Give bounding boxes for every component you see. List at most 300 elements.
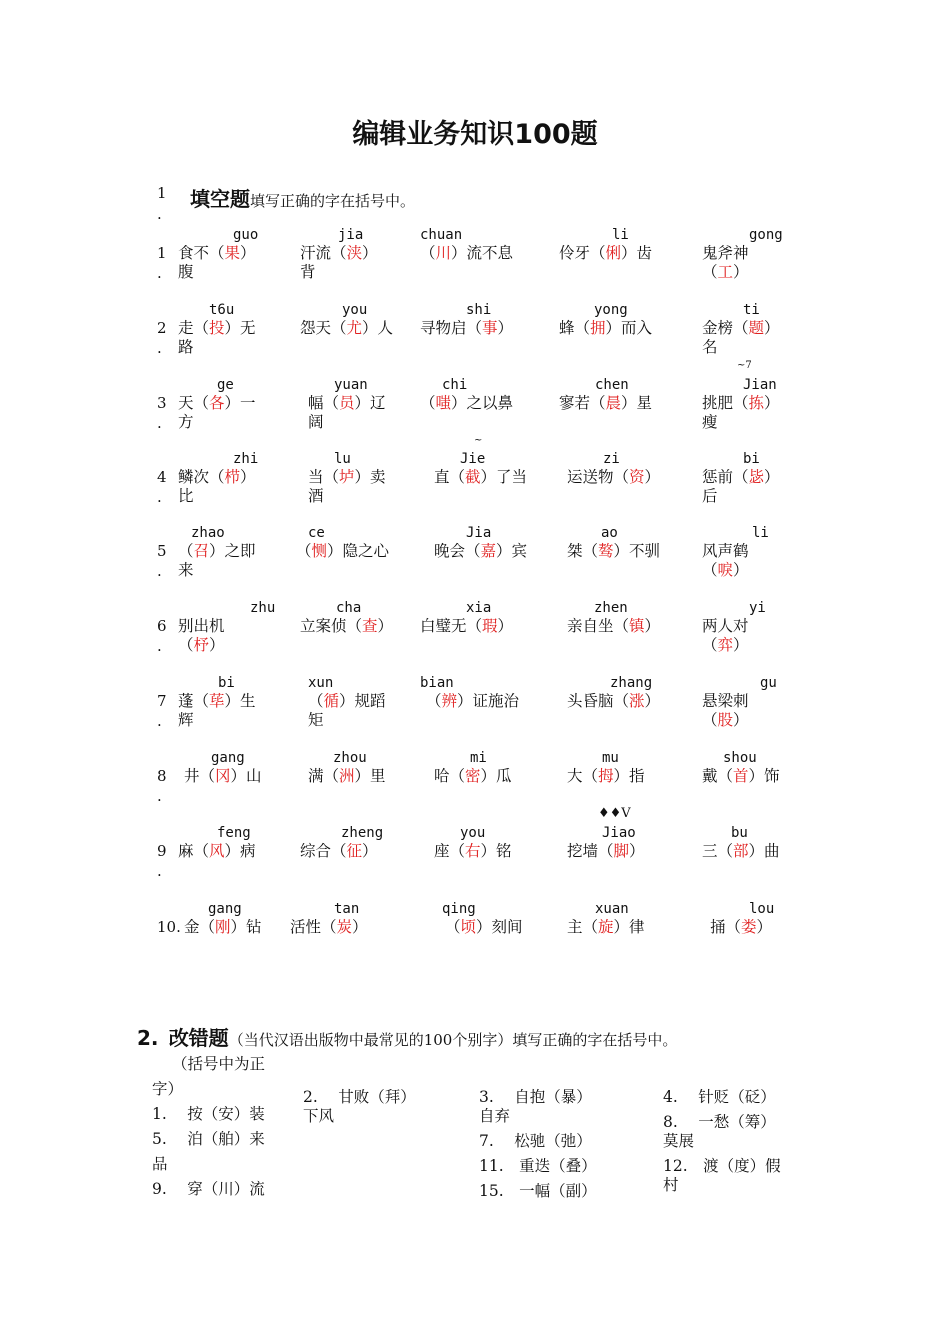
item-text: ）齿 bbox=[621, 244, 653, 262]
pinyin-label: mu bbox=[602, 750, 619, 766]
item-text: ）宾 bbox=[496, 542, 528, 560]
pinyin-label: gong bbox=[749, 227, 783, 243]
correction-item: 1. 按（安）装 bbox=[152, 1105, 265, 1123]
blank-item bbox=[296, 541, 389, 561]
item-text: （ bbox=[420, 244, 436, 262]
answer-character: 镇 bbox=[629, 617, 645, 635]
answer-character: 果 bbox=[224, 244, 241, 262]
item-text: ） bbox=[240, 244, 256, 262]
blank-item-continuation: 瘦 bbox=[702, 413, 718, 431]
blank-item bbox=[178, 841, 256, 861]
pinyin-label: yi bbox=[749, 600, 766, 616]
blank-item-continuation: （工） bbox=[702, 263, 749, 281]
answer-character: 杼 bbox=[193, 636, 210, 654]
answer-character: 川 bbox=[435, 244, 452, 262]
pinyin-label: ce bbox=[308, 525, 325, 541]
answer-character: 瑕 bbox=[482, 617, 498, 635]
blank-item bbox=[184, 917, 262, 937]
correction-item: 7. 松驰（弛） bbox=[479, 1132, 592, 1150]
pinyin-label: gang bbox=[211, 750, 245, 766]
blank-item bbox=[559, 393, 652, 413]
answer-character: 查 bbox=[362, 617, 378, 635]
blank-item-continuation: 来 bbox=[178, 561, 194, 579]
blank-item bbox=[702, 616, 749, 636]
blank-item bbox=[308, 393, 386, 413]
item-text: 食不（ bbox=[178, 244, 225, 262]
blank-item bbox=[567, 917, 645, 937]
tone-mark: ~ bbox=[474, 435, 483, 446]
item-text: ）山 bbox=[230, 767, 262, 785]
row-number: 7 . bbox=[157, 692, 167, 730]
blank-item bbox=[567, 616, 660, 636]
blank-item bbox=[567, 691, 660, 711]
answer-character: 嗤 bbox=[435, 394, 452, 412]
item-text: ） bbox=[362, 842, 378, 860]
blank-item bbox=[178, 393, 256, 413]
item-text: 大（ bbox=[567, 767, 599, 785]
item-text: （ bbox=[426, 692, 442, 710]
pinyin-label: ti bbox=[743, 302, 760, 318]
answer-character: 浃 bbox=[346, 244, 363, 262]
item-text: ）辽 bbox=[354, 394, 386, 412]
blank-item bbox=[434, 467, 527, 487]
pinyin-label: Jiao bbox=[602, 825, 636, 841]
item-text: ）而入 bbox=[605, 319, 653, 337]
item-text: ）了当 bbox=[480, 468, 528, 486]
item-text: 哈（ bbox=[434, 767, 466, 785]
answer-character: 顷 bbox=[460, 918, 477, 936]
blank-item bbox=[308, 467, 386, 487]
blank-item-continuation: 方 bbox=[178, 413, 194, 431]
item-text: 挖墙（ bbox=[567, 842, 614, 860]
answer-character: 嘉 bbox=[480, 542, 497, 560]
correction-item: 2. 甘败（拜） bbox=[303, 1088, 416, 1106]
blank-item bbox=[178, 318, 256, 338]
answer-character: 风 bbox=[209, 842, 225, 860]
item-text: 麻（ bbox=[178, 842, 210, 860]
answer-character: 尤 bbox=[346, 319, 363, 337]
blank-item-continuation: 名 bbox=[702, 338, 718, 356]
correction-item: 9. 穿（川）流 bbox=[152, 1180, 265, 1198]
item-text: ） bbox=[497, 319, 514, 337]
item-text: ）卖 bbox=[354, 468, 386, 486]
answer-character: 弈 bbox=[717, 636, 734, 654]
pinyin-label: zhu bbox=[250, 600, 276, 616]
blank-item bbox=[702, 243, 749, 263]
item-text: ）之即 bbox=[209, 542, 256, 560]
row-number: 4 . bbox=[157, 468, 167, 506]
item-text: ）流不息 bbox=[451, 244, 514, 262]
answer-character: 拥 bbox=[590, 319, 606, 337]
tone-mark: ♦♦V bbox=[598, 806, 631, 821]
answer-character: 题 bbox=[748, 319, 765, 337]
answer-character: 截 bbox=[465, 468, 481, 486]
blank-item-continuation: （弈） bbox=[702, 636, 749, 654]
answer-character: 洲 bbox=[339, 767, 355, 785]
blank-item bbox=[702, 841, 780, 861]
pinyin-label: jia bbox=[338, 227, 364, 243]
pinyin-label: tan bbox=[334, 901, 360, 917]
item-text: 蓬（ bbox=[178, 692, 210, 710]
pinyin-label: Jia bbox=[466, 525, 492, 541]
pinyin-label: bu bbox=[731, 825, 748, 841]
answer-character: 骜 bbox=[598, 542, 614, 560]
pinyin-label: zi bbox=[603, 451, 620, 467]
row-number: 9 . bbox=[157, 842, 167, 880]
item-text: 挑肥（ bbox=[702, 394, 749, 412]
item-text: 走（ bbox=[178, 319, 210, 337]
answer-character: 投 bbox=[209, 319, 225, 337]
pinyin-label: Jian bbox=[743, 377, 777, 393]
correction-item: 下风 bbox=[303, 1107, 335, 1125]
item-text: 惩前（ bbox=[702, 468, 749, 486]
item-text: ） bbox=[644, 617, 661, 635]
blank-item bbox=[567, 541, 660, 561]
row-number: 3 . bbox=[157, 394, 167, 432]
answer-character: 辨 bbox=[441, 692, 458, 710]
correction-item: 3. 自抱（暴） bbox=[479, 1088, 592, 1106]
item-text: 天（ bbox=[178, 394, 210, 412]
answer-character: 垆 bbox=[339, 468, 355, 486]
item-text: 座（ bbox=[434, 842, 466, 860]
item-text: ） bbox=[764, 394, 780, 412]
section2-heading: 改错题 bbox=[168, 1026, 229, 1050]
blank-item bbox=[290, 917, 368, 937]
blank-item bbox=[702, 467, 780, 487]
pinyin-label: li bbox=[752, 525, 769, 541]
item-text: ）曲 bbox=[748, 842, 780, 860]
pinyin-label: cha bbox=[336, 600, 362, 616]
answer-character: 栉 bbox=[224, 468, 241, 486]
blank-item bbox=[420, 393, 513, 413]
answer-character: 首 bbox=[733, 767, 749, 785]
pinyin-label: zhao bbox=[191, 525, 225, 541]
item-text: ） bbox=[764, 468, 780, 486]
answer-character: 荜 bbox=[209, 692, 225, 710]
tone-mark: ~7 bbox=[737, 360, 752, 371]
blank-item-continuation: 路 bbox=[178, 338, 194, 356]
pinyin-label: zhen bbox=[594, 600, 628, 616]
item-text: 立案侦（ bbox=[300, 617, 363, 635]
blank-item bbox=[702, 766, 780, 786]
pinyin-label: bi bbox=[218, 675, 235, 691]
blank-item-continuation: 辉 bbox=[178, 711, 194, 729]
row-number: 1 . bbox=[157, 244, 167, 282]
pinyin-label: chen bbox=[595, 377, 629, 393]
pinyin-label: lu bbox=[334, 451, 351, 467]
pinyin-label: mi bbox=[470, 750, 487, 766]
blank-item bbox=[178, 243, 256, 263]
item-text: ）病 bbox=[224, 842, 256, 860]
item-text: 寻物启（ bbox=[420, 319, 483, 337]
answer-character: 拇 bbox=[598, 767, 614, 785]
item-text: 亲自坐（ bbox=[567, 617, 630, 635]
answer-character: 炭 bbox=[336, 918, 353, 936]
item-text: 捅（ bbox=[710, 918, 742, 936]
blank-item-continuation: （杼） bbox=[178, 636, 225, 654]
pinyin-label: lou bbox=[749, 901, 775, 917]
item-text: ）饰 bbox=[748, 767, 780, 785]
item-text: ）刻间 bbox=[476, 918, 523, 936]
correction-item: 品 bbox=[152, 1155, 168, 1173]
answer-character: 唳 bbox=[717, 561, 734, 579]
item-text: 头昏脑（ bbox=[567, 692, 630, 710]
blank-item bbox=[434, 841, 512, 861]
answer-character: 各 bbox=[209, 394, 225, 412]
pinyin-label: feng bbox=[217, 825, 251, 841]
correction-item: 5. 泊（舶）来 bbox=[152, 1130, 265, 1148]
item-text: （ bbox=[178, 542, 194, 560]
item-text: ）里 bbox=[354, 767, 386, 785]
item-text: （ bbox=[445, 918, 461, 936]
section1-heading: 填空题 bbox=[190, 187, 250, 211]
item-text: ） bbox=[629, 842, 645, 860]
correction-item: 8. 一愁（筹） bbox=[663, 1113, 776, 1131]
item-text: ） bbox=[756, 918, 773, 936]
item-text: 晚会（ bbox=[434, 542, 481, 560]
item-text: ） bbox=[362, 244, 378, 262]
blank-item bbox=[702, 393, 780, 413]
pinyin-label: zhou bbox=[333, 750, 367, 766]
section1-number: 1 . bbox=[157, 184, 167, 223]
item-text: 鳞次（ bbox=[178, 468, 225, 486]
blank-item bbox=[702, 318, 780, 338]
item-text: 悬梁刺 bbox=[702, 692, 749, 710]
item-text: 直（ bbox=[434, 468, 466, 486]
pinyin-label: xia bbox=[466, 600, 492, 616]
blank-item bbox=[420, 616, 513, 636]
pinyin-label: yuan bbox=[334, 377, 368, 393]
blank-item bbox=[559, 318, 652, 338]
row-number: 8 . bbox=[157, 767, 167, 805]
item-text: ）铭 bbox=[480, 842, 512, 860]
pinyin-label: li bbox=[612, 227, 629, 243]
answer-character: 员 bbox=[339, 394, 355, 412]
pinyin-label: chi bbox=[442, 377, 468, 393]
answer-character: 召 bbox=[193, 542, 210, 560]
correction-item: 村 bbox=[663, 1176, 679, 1194]
item-text: ）律 bbox=[613, 918, 645, 936]
pinyin-label: gang bbox=[208, 901, 242, 917]
answer-character: 涨 bbox=[629, 692, 645, 710]
answer-character: 征 bbox=[346, 842, 363, 860]
correction-item: 自弃 bbox=[479, 1107, 511, 1125]
item-text: 活性（ bbox=[290, 918, 337, 936]
section2-number: 2. bbox=[137, 1026, 159, 1050]
pinyin-label: zheng bbox=[341, 825, 384, 841]
blank-item bbox=[567, 841, 645, 861]
section2-note-line1: （括号中为正 bbox=[172, 1055, 266, 1073]
blank-item bbox=[567, 467, 660, 487]
row-number: 10. bbox=[157, 918, 181, 936]
item-text: 满（ bbox=[308, 767, 340, 785]
item-text: 两人对 bbox=[702, 617, 749, 635]
item-text: 金（ bbox=[184, 918, 216, 936]
blank-item-continuation: 腹 bbox=[178, 263, 194, 281]
pinyin-label: zhi bbox=[233, 451, 259, 467]
item-text: 主（ bbox=[567, 918, 599, 936]
pinyin-label: Jie bbox=[460, 451, 486, 467]
item-text: 当（ bbox=[308, 468, 340, 486]
answer-character: 毖 bbox=[748, 468, 765, 486]
blank-item-continuation: 后 bbox=[702, 487, 718, 505]
item-text: 别出机 bbox=[178, 617, 225, 635]
answer-character: 部 bbox=[733, 842, 749, 860]
answer-character: 俐 bbox=[605, 244, 622, 262]
item-text: （ bbox=[296, 542, 312, 560]
item-text: 风声鹤 bbox=[702, 542, 749, 560]
item-text: ）无 bbox=[224, 319, 256, 337]
row-number: 6 . bbox=[157, 617, 167, 655]
item-text: 鬼斧神 bbox=[702, 244, 749, 262]
answer-character: 右 bbox=[465, 842, 481, 860]
answer-character: 资 bbox=[629, 468, 645, 486]
item-text: 戴（ bbox=[702, 767, 734, 785]
answer-character: 冈 bbox=[215, 767, 231, 785]
blank-item bbox=[308, 691, 386, 711]
blank-item-continuation: （股） bbox=[702, 711, 749, 729]
correction-item: 11. 重迭（叠） bbox=[479, 1157, 597, 1175]
blank-item bbox=[300, 243, 378, 263]
item-text: （ bbox=[308, 692, 324, 710]
blank-item bbox=[420, 318, 513, 338]
correction-item: 15. 一幅（副） bbox=[479, 1182, 597, 1200]
item-text: 桀（ bbox=[567, 542, 599, 560]
row-number: 5 . bbox=[157, 542, 167, 580]
item-text: 怨天（ bbox=[300, 319, 347, 337]
item-text: 金榜（ bbox=[702, 319, 749, 337]
blank-item bbox=[300, 841, 378, 861]
blank-item bbox=[178, 691, 256, 711]
blank-item bbox=[434, 541, 527, 561]
blank-item bbox=[178, 616, 225, 636]
pinyin-label: chuan bbox=[420, 227, 463, 243]
item-text: 蜂（ bbox=[559, 319, 591, 337]
answer-character: 股 bbox=[717, 711, 734, 729]
item-text: 三（ bbox=[702, 842, 734, 860]
item-text: ）指 bbox=[613, 767, 645, 785]
item-text: ） bbox=[497, 617, 514, 635]
item-text: ）不驯 bbox=[613, 542, 661, 560]
pinyin-label: yong bbox=[594, 302, 628, 318]
blank-item bbox=[710, 917, 772, 937]
item-text: 幅（ bbox=[308, 394, 340, 412]
row-number: 2 . bbox=[157, 319, 167, 357]
item-text: ） bbox=[764, 319, 780, 337]
answer-character: 娄 bbox=[741, 918, 757, 936]
blank-item-continuation: 比 bbox=[178, 487, 194, 505]
item-text: ） bbox=[644, 692, 661, 710]
pinyin-label: ao bbox=[601, 525, 618, 541]
answer-character: 工 bbox=[717, 263, 734, 281]
section2-instruction: （当代汉语出版物中最常见的100个别字）填写正确的字在括号中。 bbox=[228, 1031, 678, 1049]
blank-item-continuation: （唳） bbox=[702, 561, 749, 579]
pinyin-label: gu bbox=[760, 675, 777, 691]
pinyin-label: guo bbox=[233, 227, 259, 243]
item-text: ）之以鼻 bbox=[451, 394, 514, 412]
blank-item bbox=[300, 318, 393, 338]
item-text: ）隐之心 bbox=[327, 542, 390, 560]
answer-character: 循 bbox=[323, 692, 340, 710]
answer-character: 晨 bbox=[605, 394, 622, 412]
item-text: 运送物（ bbox=[567, 468, 630, 486]
item-text: ） bbox=[377, 617, 394, 635]
item-text: ）生 bbox=[224, 692, 256, 710]
item-text: 寥若（ bbox=[559, 394, 606, 412]
answer-character: 刚 bbox=[215, 918, 231, 936]
blank-item bbox=[434, 766, 512, 786]
answer-character: 脚 bbox=[613, 842, 630, 860]
item-text: （ bbox=[420, 394, 436, 412]
item-text: 井（ bbox=[184, 767, 216, 785]
item-text: ）证施治 bbox=[457, 692, 520, 710]
item-text: ）人 bbox=[362, 319, 394, 337]
section2-heading-line bbox=[137, 1022, 677, 1051]
pinyin-label: shi bbox=[466, 302, 492, 318]
answer-character: 事 bbox=[482, 319, 498, 337]
blank-item bbox=[426, 691, 519, 711]
section1-instruction: 填写正确的字在括号中。 bbox=[250, 192, 416, 210]
answer-character: 密 bbox=[465, 767, 481, 785]
pinyin-label: you bbox=[460, 825, 486, 841]
pinyin-label: bi bbox=[743, 451, 760, 467]
item-text: ）规蹈 bbox=[339, 692, 386, 710]
blank-item bbox=[702, 691, 749, 711]
blank-item bbox=[184, 766, 262, 786]
correction-item: 莫展 bbox=[663, 1132, 695, 1150]
answer-character: 恻 bbox=[311, 542, 328, 560]
blank-item bbox=[567, 766, 645, 786]
blank-item bbox=[420, 243, 513, 263]
blank-item bbox=[178, 467, 256, 487]
item-text: ）一 bbox=[224, 394, 256, 412]
correction-item: 12. 渡（度）假 bbox=[663, 1157, 781, 1175]
blank-item-continuation: 矩 bbox=[308, 711, 324, 729]
pinyin-label: bian bbox=[420, 675, 454, 691]
page-title: 编辑业务知识100题 bbox=[352, 119, 598, 150]
item-text: ）钻 bbox=[230, 918, 262, 936]
pinyin-label: qing bbox=[442, 901, 476, 917]
blank-item-continuation: 阔 bbox=[308, 413, 324, 431]
pinyin-label: shou bbox=[723, 750, 757, 766]
answer-character: 旋 bbox=[598, 918, 614, 936]
item-text: 伶牙（ bbox=[559, 244, 606, 262]
blank-item-continuation: 背 bbox=[300, 263, 316, 281]
item-text: 白璧无（ bbox=[420, 617, 483, 635]
answer-character: 拣 bbox=[748, 394, 765, 412]
pinyin-label: xuan bbox=[595, 901, 629, 917]
blank-item bbox=[300, 616, 393, 636]
blank-item bbox=[702, 541, 749, 561]
section1-heading-line bbox=[190, 183, 415, 212]
item-text: ） bbox=[240, 468, 256, 486]
item-text: 汗流（ bbox=[300, 244, 347, 262]
item-text: ） bbox=[352, 918, 368, 936]
blank-item bbox=[308, 766, 386, 786]
item-text: 综合（ bbox=[300, 842, 347, 860]
section2-note-line2: 字） bbox=[152, 1080, 184, 1098]
item-text: ） bbox=[644, 468, 661, 486]
pinyin-label: ge bbox=[217, 377, 234, 393]
pinyin-label: t6u bbox=[209, 302, 235, 318]
pinyin-label: xun bbox=[308, 675, 334, 691]
pinyin-label: you bbox=[342, 302, 368, 318]
blank-item-continuation: 酒 bbox=[308, 487, 324, 505]
correction-item: 4. 针贬（砭） bbox=[663, 1088, 776, 1106]
blank-item bbox=[559, 243, 652, 263]
item-text: ）瓜 bbox=[480, 767, 512, 785]
blank-item bbox=[178, 541, 256, 561]
